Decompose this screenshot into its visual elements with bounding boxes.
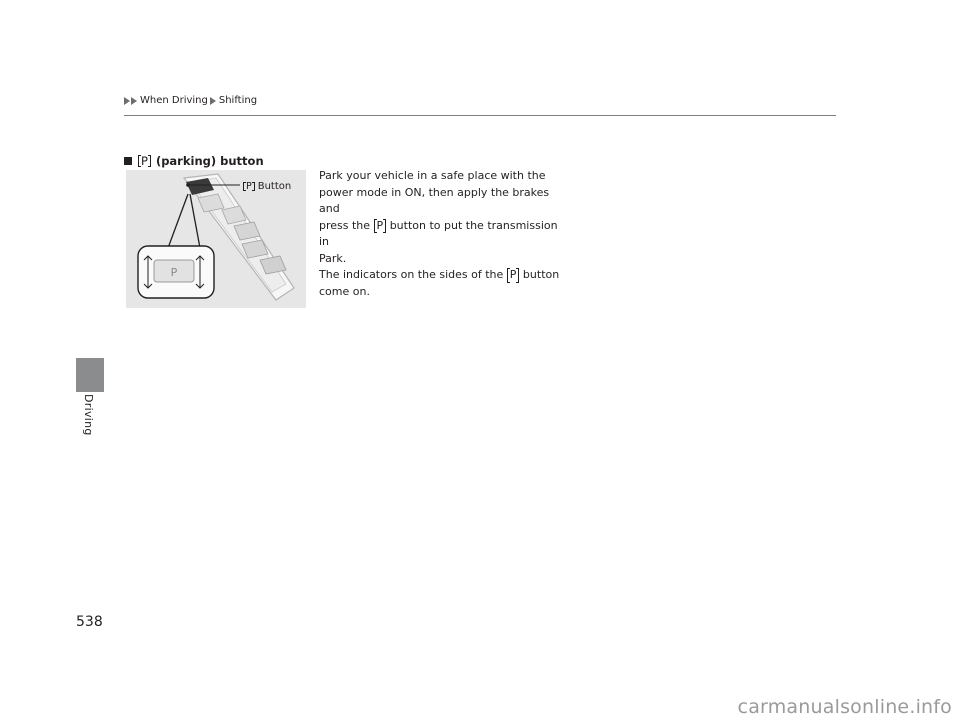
watermark: carmanualsonline.info: [737, 696, 952, 718]
p-key-symbol: P: [507, 267, 520, 284]
body-line: [319, 218, 564, 251]
body-line-part: The indicators on the sides of the: [319, 268, 504, 281]
figure-callout-label: Button: [257, 181, 292, 192]
figure-callout: [243, 181, 291, 192]
chapter-tab[interactable]: [76, 358, 104, 392]
body-line: come on.: [319, 284, 370, 298]
figure-key-letter: P: [170, 266, 178, 279]
body-line: Park your vehicle in a safe place with the: [319, 169, 546, 182]
body-line: Park.: [319, 251, 347, 265]
breadcrumb-arrow-icon: [210, 97, 216, 105]
body-line: [319, 267, 564, 284]
page-number: 538: [76, 614, 103, 630]
body-text: [319, 168, 564, 300]
body-line-part: button to put the transmission in: [319, 218, 558, 248]
p-key-symbol: P: [243, 181, 255, 192]
section-bullet-icon: [124, 157, 132, 165]
breadcrumb-arrow-icon: [124, 97, 130, 105]
p-key-symbol: P: [374, 218, 387, 235]
breadcrumb-arrow-icon: [131, 97, 137, 105]
p-key-symbol: P: [138, 154, 151, 168]
breadcrumb-item-when-driving[interactable]: When Driving: [140, 95, 208, 106]
breadcrumb-item-shifting[interactable]: Shifting: [218, 95, 258, 106]
body-line: power mode in ON, then apply the brakes and: [319, 185, 550, 215]
section-heading-text: (parking) button: [155, 154, 264, 168]
body-line-part: press the: [319, 218, 371, 232]
breadcrumb: [124, 95, 257, 106]
body-line-part: button: [522, 268, 560, 281]
chapter-tab-label: Driving: [82, 394, 95, 436]
section-heading: [124, 154, 264, 168]
header-divider: [124, 115, 836, 116]
